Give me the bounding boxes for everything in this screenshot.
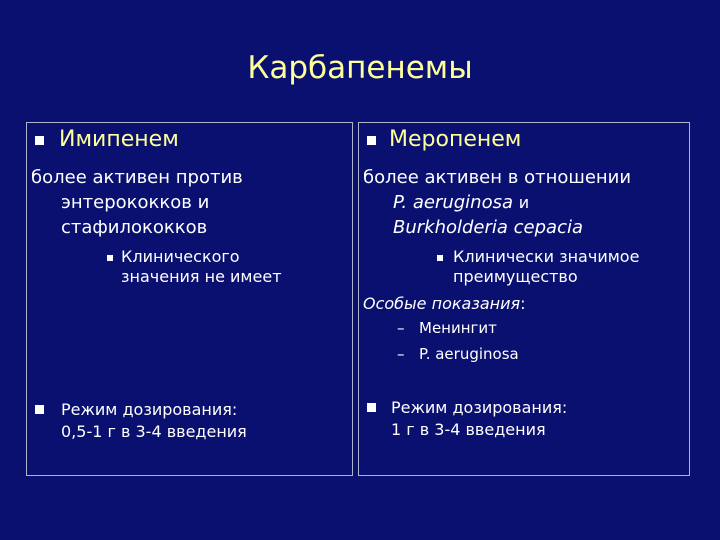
meropenem-note-line2: преимущество — [453, 267, 578, 286]
imipenem-activity-line3: стафилококков — [61, 217, 208, 238]
meropenem-heading: Меропенем — [389, 127, 522, 152]
bullet-square-icon — [367, 403, 376, 412]
organism-burkholderia: Burkholderia cepacia — [393, 217, 584, 238]
bullet-square-icon — [35, 405, 44, 414]
imipenem-column — [26, 122, 353, 476]
imipenem-dosing-line1: Режим дозирования: — [61, 400, 238, 419]
special-item-meningitis: Менингит — [419, 319, 497, 337]
meropenem-dosing-line1: Режим дозирования: — [391, 398, 568, 417]
sub-bullet-square-icon — [107, 255, 113, 261]
meropenem-note-line1: Клинически значимое — [453, 247, 640, 266]
page-title: Карбапенемы — [247, 50, 473, 86]
bullet-square-icon — [35, 136, 44, 145]
imipenem-dosing-line2: 0,5-1 г в 3-4 введения — [61, 422, 247, 441]
meropenem-organism-line — [393, 190, 529, 215]
connector-word: и — [518, 193, 530, 212]
special-item-p-aeruginosa: P. aeruginosa — [419, 345, 519, 363]
imipenem-note-line1: Клинического — [121, 247, 240, 266]
imipenem-activity-line2: энтерококков и — [61, 192, 210, 213]
special-indications-label: Особые показания: — [363, 294, 526, 313]
organism-p-aeruginosa: P. aeruginosa — [393, 192, 513, 213]
imipenem-heading: Имипенем — [59, 127, 179, 152]
meropenem-activity-line1: более активен в отношении — [363, 167, 632, 188]
special-item-dash: – — [397, 345, 405, 363]
meropenem-dosing-line2: 1 г в 3-4 введения — [391, 420, 546, 439]
imipenem-activity-line1: более активен против — [31, 167, 243, 188]
imipenem-note-line2: значения не имеет — [121, 267, 282, 286]
bullet-square-icon — [367, 136, 376, 145]
sub-bullet-square-icon — [437, 255, 443, 261]
special-item-dash: – — [397, 319, 405, 337]
meropenem-column — [358, 122, 690, 476]
